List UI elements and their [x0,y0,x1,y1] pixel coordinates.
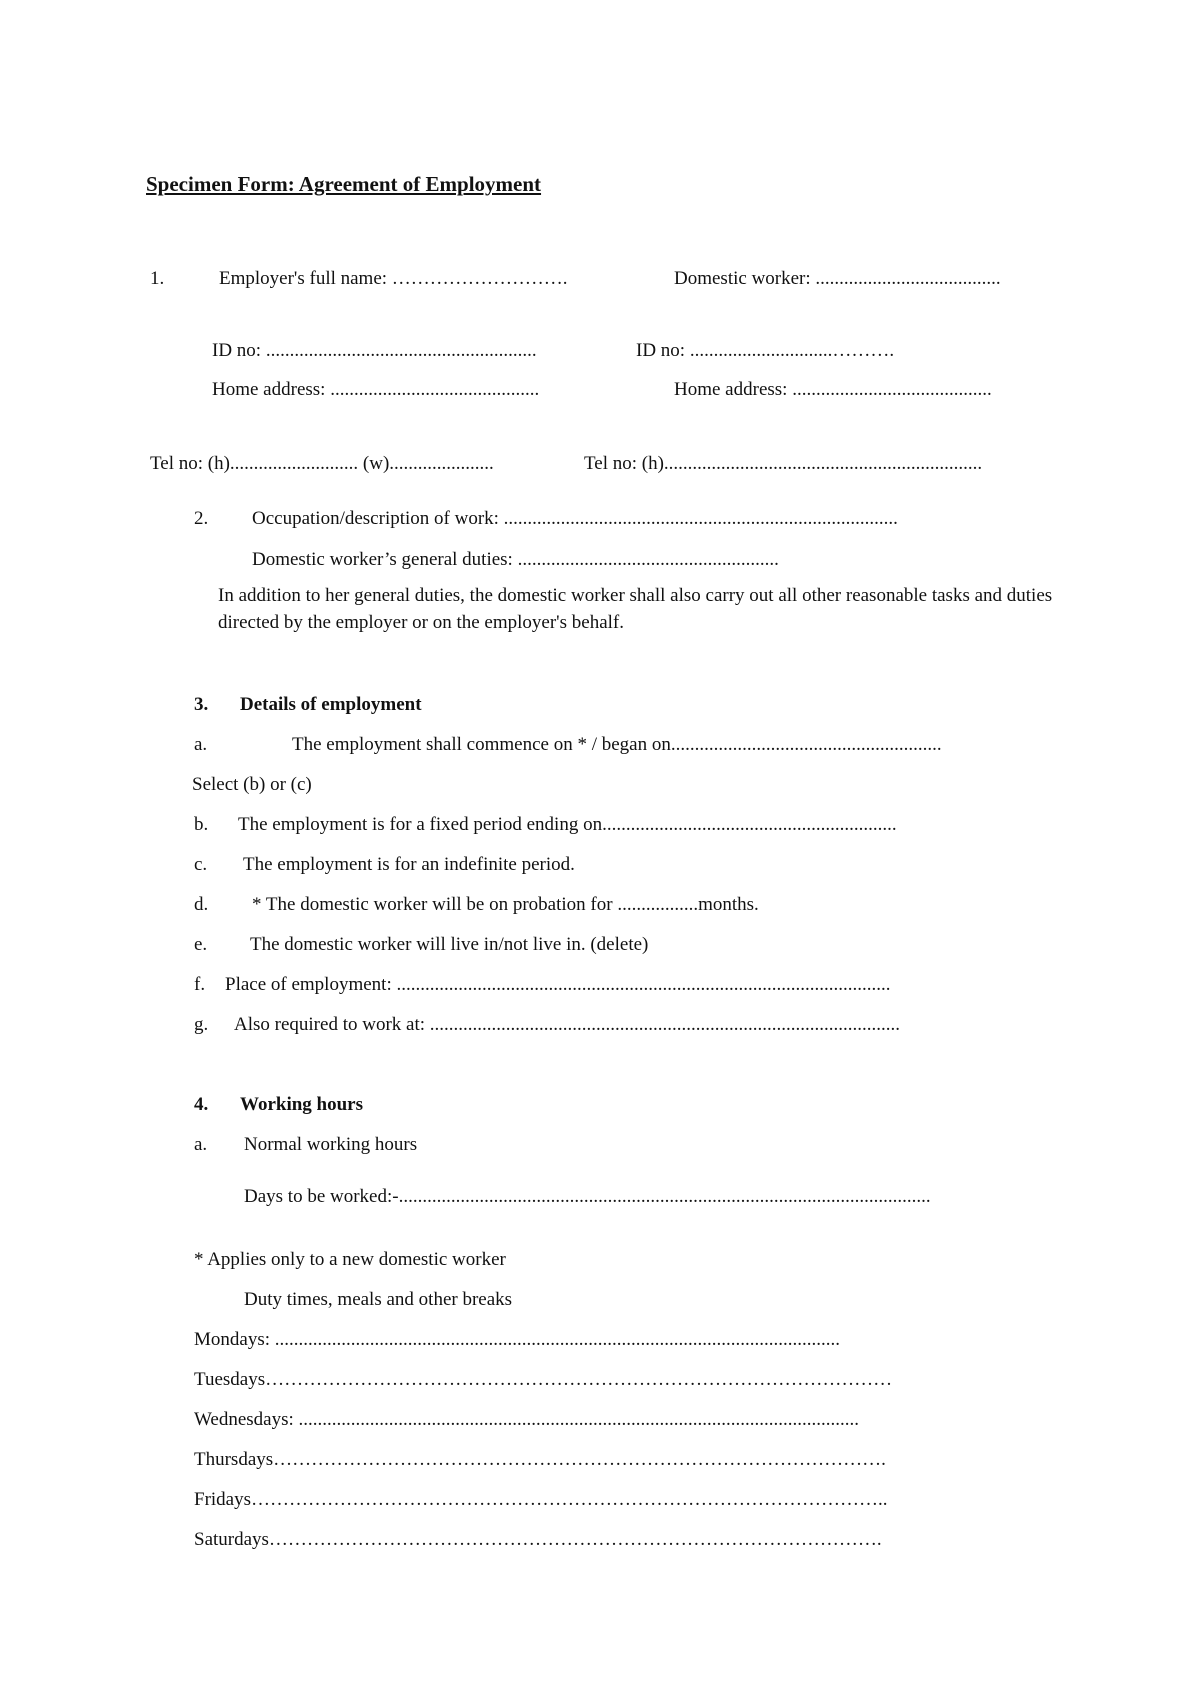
worker-id-field[interactable]: ID no: ..............................………. [636,340,895,361]
employer-address-field[interactable]: Home address: ............................................ [212,379,540,400]
days-worked-field[interactable]: Days to be worked:-................................................................................................................ [244,1186,931,1207]
page-title: Specimen Form: Agreement of Employment [146,172,542,196]
employer-id-field[interactable]: ID no: ......................................................... [212,340,537,361]
item-3e-label: e. [194,934,208,955]
worker-tel-field[interactable]: Tel no: (h)................................................................... [584,453,983,474]
also-work-at-field[interactable]: Also required to work at: ................................................................................................... [234,1014,901,1035]
domestic-worker-field[interactable]: Domestic worker: ....................................... [674,268,1001,289]
employer-name-field[interactable]: Employer's full name: ………………………. [219,268,568,289]
section-4-number: 4. [194,1094,209,1115]
wednesdays-field[interactable]: Wednesdays: ...................................................................................................................... [194,1409,860,1430]
general-duties-field[interactable]: Domestic worker’s general duties: ....................................................... [252,549,779,570]
section-3-number: 3. [194,694,209,715]
fixed-period-field[interactable]: The employment is for a fixed period ending on.............................................................. [238,814,897,835]
item-4a-label: a. [194,1134,208,1155]
section-2-number: 2. [194,508,209,529]
section-1-number: 1. [150,268,165,289]
commence-date-field[interactable]: The employment shall commence on * / began on......................................................... [292,734,942,755]
occupation-field[interactable]: Occupation/description of work: ................................................................................... [252,508,898,529]
fridays-field[interactable]: Fridays……………………………………………………………………………………….. [194,1489,888,1510]
item-3d-label: d. [194,894,209,915]
thursdays-field[interactable]: Thursdays……………………………………………………………………………………. [194,1449,886,1470]
saturdays-field[interactable]: Saturdays……………………………………………………………………………………. [194,1529,882,1550]
select-instruction: Select (b) or (c) [192,774,312,795]
item-3a-label: a. [194,734,208,755]
tuesdays-field[interactable]: Tuesdays……………………………………………………………………………………… [194,1369,893,1390]
item-3g-label: g. [194,1014,209,1035]
section-3-heading: Details of employment [240,694,422,715]
item-3f-label: f. [194,974,206,995]
mondays-field[interactable]: Mondays: ....................................................................................................................... [194,1329,840,1350]
normal-hours-label: Normal working hours [244,1134,418,1155]
worker-address-field[interactable]: Home address: .......................................... [674,379,992,400]
employer-tel-field[interactable]: Tel no: (h)........................... (w)...................... [150,453,494,474]
duty-times-label: Duty times, meals and other breaks [244,1289,513,1310]
item-3b-label: b. [194,814,209,835]
place-of-employment-field[interactable]: Place of employment: ........................................................................................................ [225,974,891,995]
live-in-text: The domestic worker will live in/not live in. (delete) [250,934,649,955]
probation-field[interactable]: * The domestic worker will be on probation for .................months. [252,894,759,915]
indefinite-period-text: The employment is for an indefinite period. [243,854,575,875]
section-4-heading: Working hours [240,1094,364,1115]
item-3c-label: c. [194,854,208,875]
footnote: * Applies only to a new domestic worker [194,1249,506,1270]
duties-paragraph: In addition to her general duties, the domestic worker shall also carry out all other reasonable tasks and duties directed by the employer or on the employer's behalf. [218,585,1053,633]
